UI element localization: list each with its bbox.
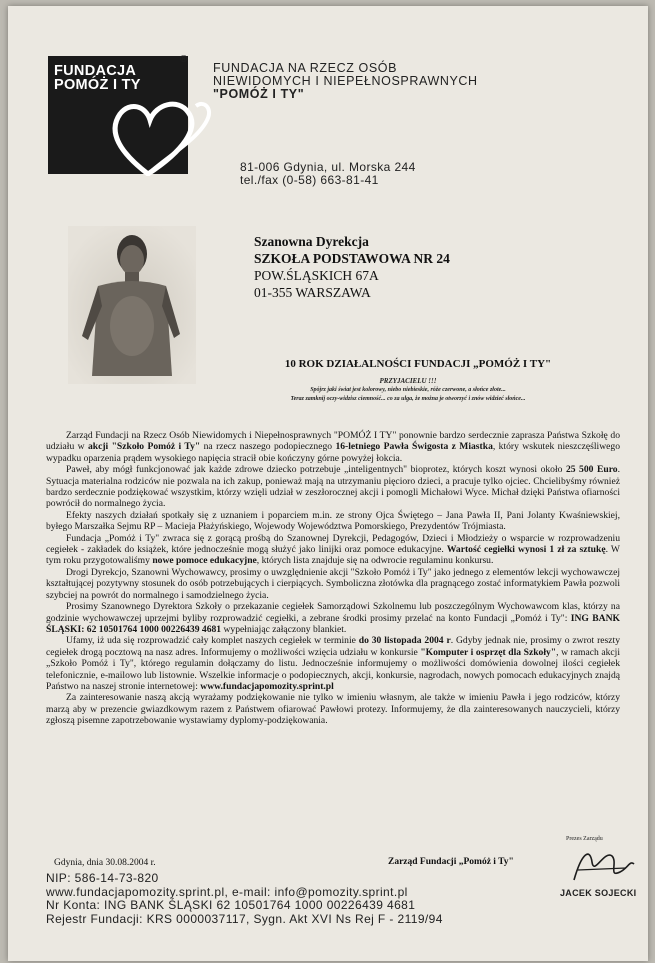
handwritten-signature: [568, 842, 638, 888]
poem: [198, 377, 618, 404]
paragraph-5: Drogi Dyrekcjo, Szanowni Wychowawcy, prosimy o uwzględnienie akcji "Szkoło Pomóż i Ty" jako jednego z elementów lekcji wychowawczej kształtującej pozytywny stosunek do osób potrzebujących i cierpiących. Symboliczna złotówka dla pragnącego zostać informatykiem Pawła pozwoli szybciej na powrót do normalnego i samodzielnego życia.: [46, 566, 620, 601]
paragraph-8: Za zainteresowanie naszą akcją wyrażamy podziękowanie nie tylko w imieniu własnym, ale także w imieniu Pawła i jego rodziców, którzy marzą aby w prezencie gwiazdkowym razem z Państwem ofiarować Pawłowi protezy. Informujemy, że dla zainteresowanych nauczycieli, którzy zgłoszą pisemne zapotrzebowanie wystawiamy dyplomy-podziękowania.: [46, 692, 620, 727]
recipient-school: SZKOŁA PODSTAWOWA NR 24: [254, 251, 450, 266]
recipient-block: [254, 233, 450, 301]
logo-line-2: POMÓŻ I TY: [54, 77, 141, 93]
registered-mark: ®: [180, 54, 188, 65]
org-line-1: FUNDACJA NA RZECZ OSÓB: [213, 61, 398, 75]
board-signature-label: Zarząd Fundacji „Pomóż i Ty": [388, 857, 514, 867]
org-phone: tel./fax (0-58) 663-81-41: [240, 173, 379, 187]
foundation-logo: [48, 56, 188, 174]
letter-date: Gdynia, dnia 30.08.2004 r.: [54, 858, 156, 868]
recipient-street: POW.ŚLĄSKICH 67A: [254, 268, 379, 283]
heart-hands-icon: [108, 96, 218, 176]
letter-heading: 10 ROK DZIAŁALNOŚCI FUNDACJI „POMÓŻ I TY": [284, 358, 552, 370]
footer-nip: NIP: 586-14-73-820: [46, 871, 159, 885]
org-name: [213, 62, 478, 101]
paragraph-6: Prosimy Szanownego Dyrektora Szkoły o przekazanie cegiełek Samorządowi Szkolnemu lub poszczególnym Wychowawcom klas, którzy na godzinie wychowawczej uprzejmi byliby rozprowadzić cegiełki, a zebrane środki prosimy przelać na konto Fundacji „Pomóż i Ty": ING BANK ŚLĄSKI: 62 10501764 1000 00226439 4681 wypełniając załączony blankiet.: [46, 601, 620, 635]
recipient-greeting: Szanowna Dyrekcja: [254, 234, 369, 249]
letter-page: [8, 6, 648, 961]
letter-body: [46, 430, 620, 727]
president-name: JACEK SOJECKI: [560, 888, 637, 898]
paragraph-4: Fundacja „Pomóż i Ty" zwraca się z gorącą prośbą do Szanownej Dyrekcji, Pedagogów, Dzieci i Młodzieży o wsparcie w rozprowadzeniu cegiełek - zakładek do książek, które jednocześnie mogą służyć jako linijki oraz pomoce edukacyjne. Wartość cegiełki wynosi 1 zł za sztukę. W tym roku przygotowaliśmy nowe pomoce edukacyjne, których lista znajduje się na odwrocie regulaminu konkursu.: [46, 532, 620, 567]
poem-title: PRZYJACIELU !!!: [379, 377, 437, 385]
poem-line-2: Teraz zamknij oczy-widzisz ciemność... co za ulga, że można je otworzyć i znów widzieć słońce...: [290, 396, 526, 402]
paragraph-3: Efekty naszych działań spotkały się z uznaniem i poparciem m.in. ze strony Ojca Świętego – Jana Pawła II, Pani Jolanty Kwaśniewskiej, byłego Marszałka Sejmu RP – Macieja Płażyńskiego, Wojewody Województwa Pomorskiego, Prezydentów Trójmiasta.: [46, 509, 620, 533]
org-address: [240, 161, 416, 187]
website-link: www.fundacjapomozity.sprint.pl: [200, 680, 334, 692]
org-line-3: "POMÓŻ I TY": [213, 87, 305, 101]
poem-line-1: Spójrz jaki świat jest kolorowy, niebo niebieskie, róże czerwone, a słońce złote...: [310, 387, 506, 393]
logo-line-1: FUNDACJA: [54, 63, 137, 79]
recipient-city: 01-355 WARSZAWA: [254, 285, 371, 300]
footer-web: www.fundacjapomozity.sprint.pl, e-mail: info@pomozity.sprint.pl: [46, 884, 408, 899]
paragraph-2: Paweł, aby mógł funkcjonować jak każde zdrowe dziecko potrzebuje „inteligentnych" bioprotez, których koszt wynosi około 25 500 Euro. Sytuacja materialna rodziców nie pozwala na ich zakup, ponieważ mają na utrzymaniu pięcioro dzieci, a pracuje tylko ojciec. Chcielibyśmy również bardzo serdecznie podziękować wszystkim, którzy wzięli udział w zeszłorocznej akcji i pomogli Michałowi Wyce. Michał dzięki Państwa ofiarności powrócił do normalnego życia.: [46, 464, 620, 510]
boy-photo: [68, 226, 196, 384]
footer-account: Nr Konta: ING BANK ŚLĄSKI 62 10501764 1000 00226439 4681: [46, 898, 416, 912]
org-street: 81-006 Gdynia, ul. Morska 244: [240, 160, 416, 174]
president-title: Prezes Zarządu: [566, 836, 603, 842]
paragraph-1: Zarząd Fundacji na Rzecz Osób Niewidomych i Niepełnosprawnych "POMÓŻ I TY" ponownie bardzo serdecznie zaprasza Państwa Szkołę do udziału w akcji "Szkoło Pomóż i Ty" na rzecz naszego podopiecznego 16-letniego Pawła Świgosta z Miastka, który wskutek nieszczęśliwego wypadku oparzenia prądem wysokiego napięcia stracił obie kończyny górne powyżej łokcia.: [46, 430, 620, 464]
footer-registry: Rejestr Fundacji: KRS 0000037117, Sygn. Akt XVI Ns Rej F - 2119/94: [46, 911, 443, 926]
letter-footer: [46, 872, 443, 926]
paragraph-7: Ufamy, iż uda się rozprowadzić cały komplet naszych cegiełek w terminie do 30 listopada 2004 r. Gdyby jednak nie, prosimy o zwrot reszty cegiełek drogą pocztową na nasz adres. Informujemy o możliwości wzięcia udziału w konkursie "Komputer i osprzęt dla Szkoły", w ramach akcji „Szkoło Pomóż i Ty", którego regulamin dołączamy do listu. Jednocześnie informujemy o możliwości domówienia dowolnej ilości cegiełek telefonicznie, e-mailowo lub listownie. Wszelkie informacje o podopiecznych, akcji, konkursie, nagrodach, nowych pomocach edukacyjnych znajdą Państwo na naszej stronie internetowej: www.fundacjapomozity.sprint.pl: [46, 635, 620, 692]
org-line-2: NIEWIDOMYCH I NIEPEŁNOSPRAWNYCH: [213, 74, 478, 88]
